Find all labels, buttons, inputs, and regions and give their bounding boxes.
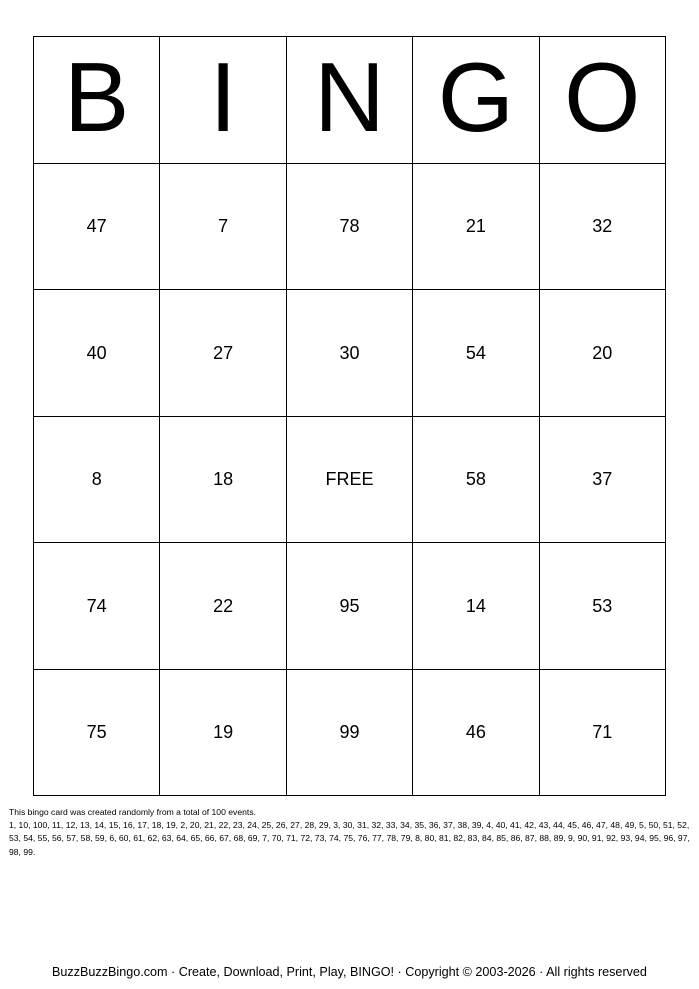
bingo-cell: 19	[160, 670, 286, 797]
header-cell-b	[34, 37, 160, 164]
bingo-cell: 46	[413, 670, 539, 797]
header-cell-g	[413, 37, 539, 164]
bingo-cell: 74	[34, 543, 160, 670]
bingo-cell: 58	[413, 417, 539, 544]
bingo-cell: 40	[34, 290, 160, 417]
bingo-card	[33, 36, 666, 796]
header-cell-n	[287, 37, 413, 164]
bingo-cell: 54	[413, 290, 539, 417]
header-letter: I	[209, 41, 237, 152]
bingo-cell: 47	[34, 164, 160, 291]
header-cell-o	[540, 37, 666, 164]
bingo-cell: 53	[540, 543, 666, 670]
bingo-cell: 21	[413, 164, 539, 291]
header-letter: N	[314, 41, 385, 152]
header-letter: G	[437, 41, 514, 152]
bingo-cell: 75	[34, 670, 160, 797]
free-space-cell: FREE	[287, 417, 413, 544]
bingo-cell: 20	[540, 290, 666, 417]
event-list: 1, 10, 100, 11, 12, 13, 14, 15, 16, 17, 18, 19, 2, 20, 21, 22, 23, 24, 25, 26, 27, 28, 29, 3, 30, 31, 32, 33, 34, 35, 36, 37, 38, 39, 4, 40, 41, 42, 43, 44, 45, 46, 47, 48, 49, 5, 50, 51, 52, 53, 54, 55, 56, 57, 58, 59, 6, 60, 61, 62, 63, 64, 65, 66, 67, 68, 69, 7, 70, 71, 72, 73, 74, 75, 76, 77, 78, 79, 8, 80, 81, 82, 83, 84, 85, 86, 87, 88, 89, 9, 90, 91, 92, 93, 94, 95, 96, 97, 98, 99.	[9, 820, 690, 857]
header-cell-i	[160, 37, 286, 164]
bingo-cell: 99	[287, 670, 413, 797]
bingo-cell: 30	[287, 290, 413, 417]
bingo-cell: 22	[160, 543, 286, 670]
bingo-cell: 95	[287, 543, 413, 670]
bingo-cell: 18	[160, 417, 286, 544]
header-letter: O	[564, 41, 641, 152]
bingo-cell: 71	[540, 670, 666, 797]
footer-text: BuzzBuzzBingo.com · Create, Download, Print, Play, BINGO! · Copyright © 2003-2026 · All rights reserved	[52, 965, 647, 979]
bingo-cell: 37	[540, 417, 666, 544]
bingo-cell: 8	[34, 417, 160, 544]
bingo-cell: 27	[160, 290, 286, 417]
bingo-cell: 78	[287, 164, 413, 291]
bingo-cell: 14	[413, 543, 539, 670]
info-intro: This bingo card was created randomly from a total of 100 events.	[9, 807, 256, 817]
event-list-info	[9, 806, 693, 859]
bingo-cell: 32	[540, 164, 666, 291]
header-letter: B	[64, 41, 130, 152]
bingo-cell: 7	[160, 164, 286, 291]
